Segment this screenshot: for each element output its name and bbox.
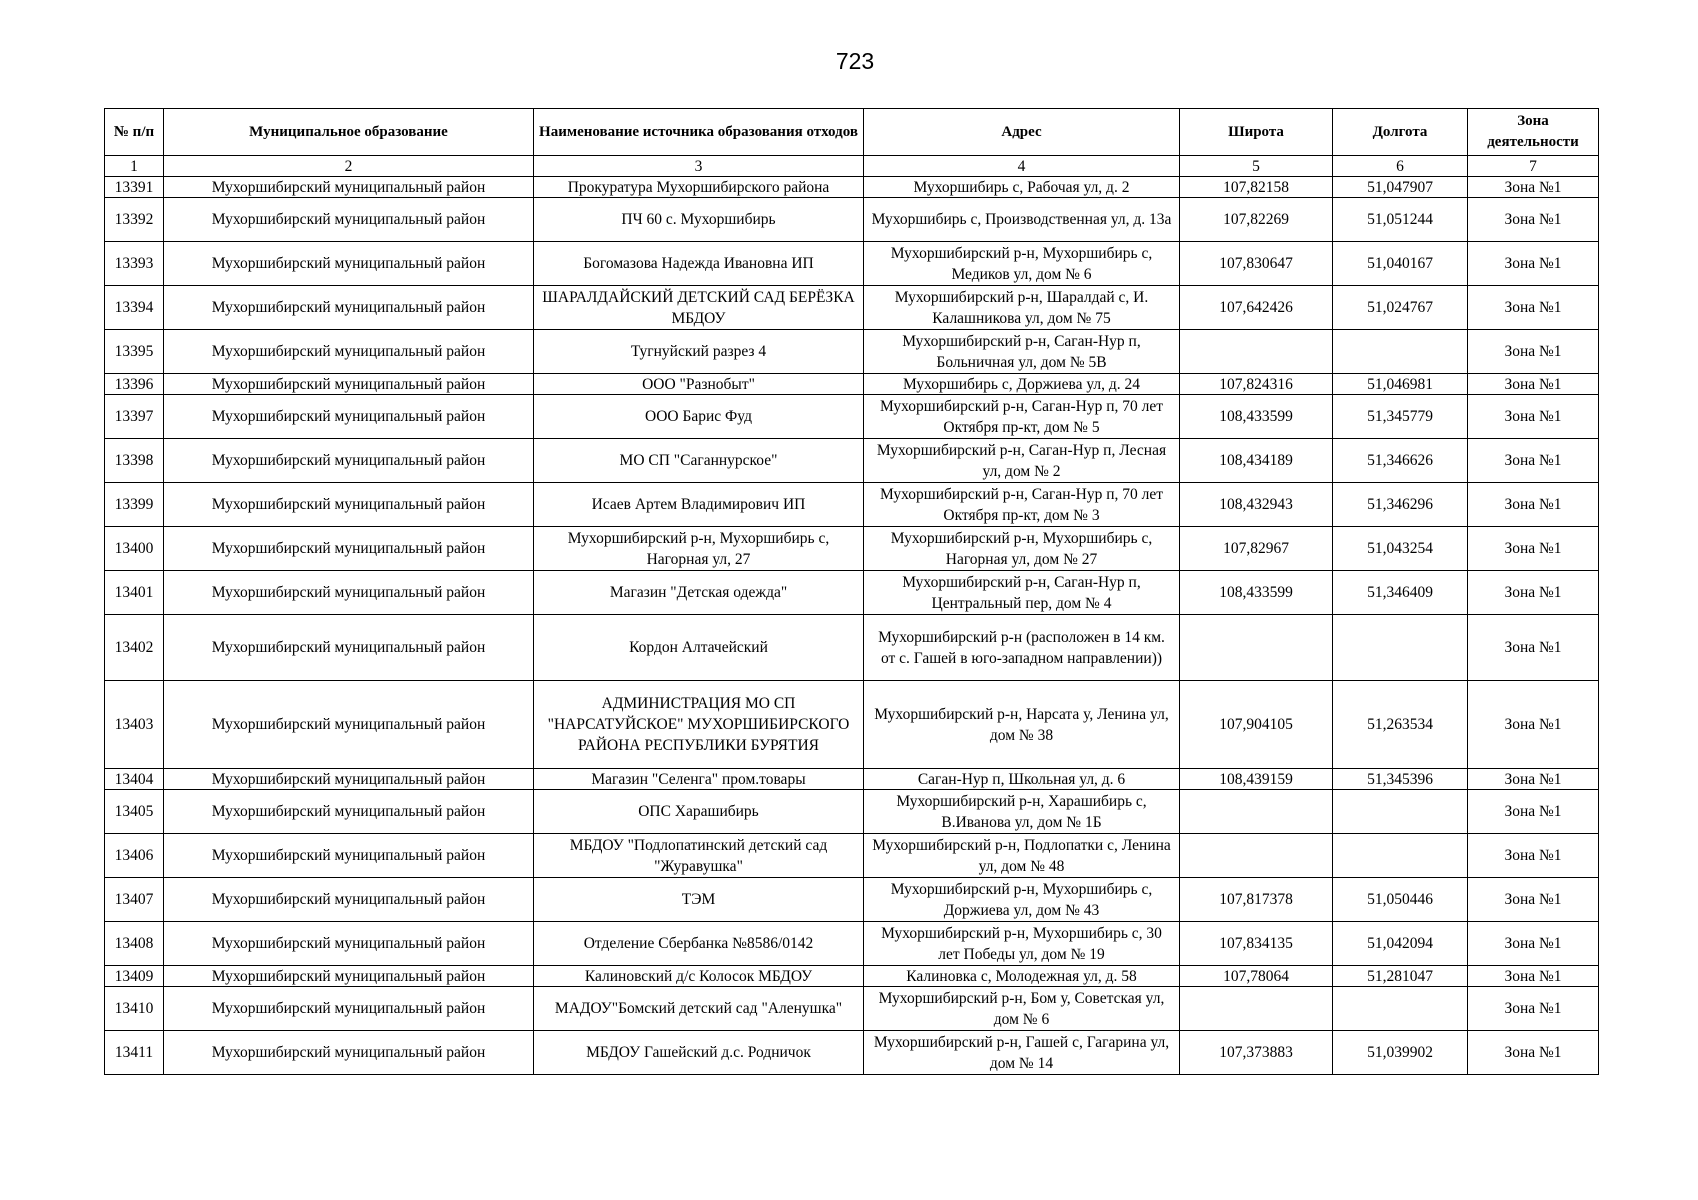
source-cell: Калиновский д/с Колосок МБДОУ xyxy=(534,966,864,987)
row-number: 13394 xyxy=(105,286,164,330)
source-cell: Магазин "Детская одежда" xyxy=(534,571,864,615)
column-number: 7 xyxy=(1468,156,1599,177)
table-row xyxy=(105,615,1599,681)
longitude-cell: 51,040167 xyxy=(1333,242,1468,286)
source-cell: Кордон Алтачейский xyxy=(534,615,864,681)
address-cell: Мухоршибирский р-н, Саган-Нур п, Центральный пер, дом № 4 xyxy=(864,571,1180,615)
table-row xyxy=(105,177,1599,198)
column-number: 2 xyxy=(164,156,534,177)
zone-cell: Зона №1 xyxy=(1468,987,1599,1031)
table-row xyxy=(105,987,1599,1031)
latitude-cell: 107,642426 xyxy=(1180,286,1333,330)
latitude-cell xyxy=(1180,615,1333,681)
zone-cell: Зона №1 xyxy=(1468,527,1599,571)
longitude-cell xyxy=(1333,615,1468,681)
row-number: 13408 xyxy=(105,922,164,966)
latitude-cell xyxy=(1180,330,1333,374)
longitude-cell: 51,039902 xyxy=(1333,1031,1468,1075)
row-number: 13407 xyxy=(105,878,164,922)
source-cell: МАДОУ"Бомский детский сад "Аленушка" xyxy=(534,987,864,1031)
latitude-cell: 107,830647 xyxy=(1180,242,1333,286)
table-row xyxy=(105,1031,1599,1075)
longitude-cell xyxy=(1333,330,1468,374)
address-cell: Мухоршибирский р-н, Гашей с, Гагарина ул, дом № 14 xyxy=(864,1031,1180,1075)
table-row xyxy=(105,834,1599,878)
zone-cell: Зона №1 xyxy=(1468,966,1599,987)
header-cell-num: № п/п xyxy=(105,109,164,156)
table-row xyxy=(105,395,1599,439)
latitude-cell: 107,904105 xyxy=(1180,681,1333,769)
zone-cell: Зона №1 xyxy=(1468,439,1599,483)
latitude-cell: 107,824316 xyxy=(1180,374,1333,395)
source-cell: ООО Барис Фуд xyxy=(534,395,864,439)
address-cell: Мухоршибирский р-н, Мухоршибирь с, Медиков ул, дом № 6 xyxy=(864,242,1180,286)
table-row xyxy=(105,790,1599,834)
latitude-cell: 107,82269 xyxy=(1180,198,1333,242)
zone-cell: Зона №1 xyxy=(1468,878,1599,922)
longitude-cell: 51,281047 xyxy=(1333,966,1468,987)
zone-cell: Зона №1 xyxy=(1468,681,1599,769)
zone-cell: Зона №1 xyxy=(1468,769,1599,790)
zone-cell: Зона №1 xyxy=(1468,374,1599,395)
header-cell-source: Наименование источника образования отходов xyxy=(534,109,864,156)
source-cell: ШАРАЛДАЙСКИЙ ДЕТСКИЙ САД БЕРЁЗКА МБДОУ xyxy=(534,286,864,330)
source-cell: ТЭМ xyxy=(534,878,864,922)
zone-cell: Зона №1 xyxy=(1468,790,1599,834)
latitude-cell: 108,439159 xyxy=(1180,769,1333,790)
table-row xyxy=(105,527,1599,571)
row-number: 13404 xyxy=(105,769,164,790)
row-number: 13395 xyxy=(105,330,164,374)
longitude-cell: 51,346296 xyxy=(1333,483,1468,527)
table-row xyxy=(105,242,1599,286)
longitude-cell: 51,346409 xyxy=(1333,571,1468,615)
municipality-cell: Мухоршибирский муниципальный район xyxy=(164,242,534,286)
header-row xyxy=(105,109,1599,156)
longitude-cell xyxy=(1333,790,1468,834)
header-cell-zone: Зона деятельности xyxy=(1468,109,1599,156)
municipality-cell: Мухоршибирский муниципальный район xyxy=(164,834,534,878)
source-cell: МБДОУ "Подлопатинский детский сад "Журавушка" xyxy=(534,834,864,878)
municipality-cell: Мухоршибирский муниципальный район xyxy=(164,286,534,330)
municipality-cell: Мухоршибирский муниципальный район xyxy=(164,198,534,242)
table-row xyxy=(105,286,1599,330)
table-row xyxy=(105,878,1599,922)
longitude-cell: 51,051244 xyxy=(1333,198,1468,242)
address-cell: Саган-Нур п, Школьная ул, д. 6 xyxy=(864,769,1180,790)
source-cell: Мухоршибирский р-н, Мухоршибирь с, Нагорная ул, 27 xyxy=(534,527,864,571)
municipality-cell: Мухоршибирский муниципальный район xyxy=(164,790,534,834)
municipality-cell: Мухоршибирский муниципальный район xyxy=(164,987,534,1031)
source-cell: МО СП "Саганнурское" xyxy=(534,439,864,483)
zone-cell: Зона №1 xyxy=(1468,242,1599,286)
row-number: 13399 xyxy=(105,483,164,527)
address-cell: Мухоршибирский р-н, Бом у, Советская ул, дом № 6 xyxy=(864,987,1180,1031)
table-row xyxy=(105,769,1599,790)
address-cell: Мухоршибирский р-н, Саган-Нур п, 70 лет Октября пр-кт, дом № 5 xyxy=(864,395,1180,439)
longitude-cell: 51,024767 xyxy=(1333,286,1468,330)
zone-cell: Зона №1 xyxy=(1468,330,1599,374)
header-cell-longitude: Долгота xyxy=(1333,109,1468,156)
address-cell: Мухоршибирский р-н, Шаралдай с, И. Калашникова ул, дом № 75 xyxy=(864,286,1180,330)
municipality-cell: Мухоршибирский муниципальный район xyxy=(164,571,534,615)
address-cell: Мухоршибирский р-н, Саган-Нур п, Больничная ул, дом № 5В xyxy=(864,330,1180,374)
address-cell: Мухоршибирский р-н, Саган-Нур п, 70 лет Октября пр-кт, дом № 3 xyxy=(864,483,1180,527)
waste-sources-table xyxy=(104,108,1599,1075)
row-number: 13410 xyxy=(105,987,164,1031)
zone-cell: Зона №1 xyxy=(1468,198,1599,242)
row-number: 13401 xyxy=(105,571,164,615)
longitude-cell: 51,050446 xyxy=(1333,878,1468,922)
table-row xyxy=(105,483,1599,527)
municipality-cell: Мухоршибирский муниципальный район xyxy=(164,966,534,987)
column-number: 6 xyxy=(1333,156,1468,177)
latitude-cell: 107,78064 xyxy=(1180,966,1333,987)
municipality-cell: Мухоршибирский муниципальный район xyxy=(164,681,534,769)
table-row xyxy=(105,966,1599,987)
source-cell: Отделение Сбербанка №8586/0142 xyxy=(534,922,864,966)
zone-cell: Зона №1 xyxy=(1468,571,1599,615)
source-cell: Тугнуйский разрез 4 xyxy=(534,330,864,374)
row-number: 13402 xyxy=(105,615,164,681)
longitude-cell: 51,047907 xyxy=(1333,177,1468,198)
address-cell: Мухоршибирский р-н, Нарсата у, Ленина ул, дом № 38 xyxy=(864,681,1180,769)
zone-cell: Зона №1 xyxy=(1468,177,1599,198)
latitude-cell xyxy=(1180,790,1333,834)
address-cell: Мухоршибирский р-н, Мухоршибирь с, Доржиева ул, дом № 43 xyxy=(864,878,1180,922)
source-cell: АДМИНИСТРАЦИЯ МО СП "НАРСАТУЙСКОЕ" МУХОРШИБИРСКОГО РАЙОНА РЕСПУБЛИКИ БУРЯТИЯ xyxy=(534,681,864,769)
latitude-cell: 107,82158 xyxy=(1180,177,1333,198)
column-number: 1 xyxy=(105,156,164,177)
row-number: 13396 xyxy=(105,374,164,395)
column-number: 4 xyxy=(864,156,1180,177)
latitude-cell: 107,82967 xyxy=(1180,527,1333,571)
address-cell: Мухоршибирь с, Рабочая ул, д. 2 xyxy=(864,177,1180,198)
zone-cell: Зона №1 xyxy=(1468,286,1599,330)
longitude-cell xyxy=(1333,834,1468,878)
municipality-cell: Мухоршибирский муниципальный район xyxy=(164,395,534,439)
row-number: 13405 xyxy=(105,790,164,834)
latitude-cell: 108,433599 xyxy=(1180,395,1333,439)
row-number: 13392 xyxy=(105,198,164,242)
row-number: 13391 xyxy=(105,177,164,198)
longitude-cell: 51,345396 xyxy=(1333,769,1468,790)
table-row xyxy=(105,374,1599,395)
longitude-cell: 51,046981 xyxy=(1333,374,1468,395)
latitude-cell: 107,834135 xyxy=(1180,922,1333,966)
longitude-cell: 51,042094 xyxy=(1333,922,1468,966)
address-cell: Мухоршибирский р-н, Харашибирь с, В.Иванова ул, дом № 1Б xyxy=(864,790,1180,834)
source-cell: Магазин "Селенга" пром.товары xyxy=(534,769,864,790)
municipality-cell: Мухоршибирский муниципальный район xyxy=(164,374,534,395)
zone-cell: Зона №1 xyxy=(1468,1031,1599,1075)
longitude-cell: 51,346626 xyxy=(1333,439,1468,483)
municipality-cell: Мухоршибирский муниципальный район xyxy=(164,878,534,922)
row-number: 13398 xyxy=(105,439,164,483)
latitude-cell xyxy=(1180,834,1333,878)
municipality-cell: Мухоршибирский муниципальный район xyxy=(164,483,534,527)
address-cell: Мухоршибирский р-н, Саган-Нур п, Лесная ул, дом № 2 xyxy=(864,439,1180,483)
table-row xyxy=(105,681,1599,769)
municipality-cell: Мухоршибирский муниципальный район xyxy=(164,769,534,790)
source-cell: Богомазова Надежда Ивановна ИП xyxy=(534,242,864,286)
municipality-cell: Мухоршибирский муниципальный район xyxy=(164,1031,534,1075)
table-row xyxy=(105,571,1599,615)
latitude-cell: 107,817378 xyxy=(1180,878,1333,922)
zone-cell: Зона №1 xyxy=(1468,615,1599,681)
address-cell: Мухоршибирский р-н, Подлопатки с, Ленина ул, дом № 48 xyxy=(864,834,1180,878)
source-cell: Исаев Артем Владимирович ИП xyxy=(534,483,864,527)
municipality-cell: Мухоршибирский муниципальный район xyxy=(164,527,534,571)
table-row xyxy=(105,439,1599,483)
column-number: 5 xyxy=(1180,156,1333,177)
municipality-cell: Мухоршибирский муниципальный район xyxy=(164,615,534,681)
address-cell: Мухоршибирь с, Производственная ул, д. 13а xyxy=(864,198,1180,242)
header-cell-municipality: Муниципальное образование xyxy=(164,109,534,156)
zone-cell: Зона №1 xyxy=(1468,834,1599,878)
longitude-cell: 51,043254 xyxy=(1333,527,1468,571)
address-cell: Мухоршибирский р-н, Мухоршибирь с, 30 лет Победы ул, дом № 19 xyxy=(864,922,1180,966)
longitude-cell xyxy=(1333,987,1468,1031)
latitude-cell: 108,433599 xyxy=(1180,571,1333,615)
row-number: 13393 xyxy=(105,242,164,286)
latitude-cell: 107,373883 xyxy=(1180,1031,1333,1075)
zone-cell: Зона №1 xyxy=(1468,483,1599,527)
header-cell-address: Адрес xyxy=(864,109,1180,156)
municipality-cell: Мухоршибирский муниципальный район xyxy=(164,922,534,966)
longitude-cell: 51,345779 xyxy=(1333,395,1468,439)
row-number: 13400 xyxy=(105,527,164,571)
latitude-cell: 108,434189 xyxy=(1180,439,1333,483)
municipality-cell: Мухоршибирский муниципальный район xyxy=(164,439,534,483)
column-number: 3 xyxy=(534,156,864,177)
page-number: 723 xyxy=(835,48,875,74)
header-cell-latitude: Широта xyxy=(1180,109,1333,156)
latitude-cell xyxy=(1180,987,1333,1031)
municipality-cell: Мухоршибирский муниципальный район xyxy=(164,177,534,198)
row-number: 13406 xyxy=(105,834,164,878)
row-number: 13411 xyxy=(105,1031,164,1075)
address-cell: Мухоршибирский р-н, Мухоршибирь с, Нагорная ул, дом № 27 xyxy=(864,527,1180,571)
table-row xyxy=(105,198,1599,242)
row-number: 13409 xyxy=(105,966,164,987)
zone-cell: Зона №1 xyxy=(1468,395,1599,439)
table-row xyxy=(105,330,1599,374)
address-cell: Калиновка с, Молодежная ул, д. 58 xyxy=(864,966,1180,987)
municipality-cell: Мухоршибирский муниципальный район xyxy=(164,330,534,374)
address-cell: Мухоршибирь с, Доржиева ул, д. 24 xyxy=(864,374,1180,395)
table-row xyxy=(105,922,1599,966)
row-number: 13403 xyxy=(105,681,164,769)
address-cell: Мухоршибирский р-н (расположен в 14 км. от с. Гашей в юго-западном направлении)) xyxy=(864,615,1180,681)
source-cell: Прокуратура Мухоршибирского района xyxy=(534,177,864,198)
latitude-cell: 108,432943 xyxy=(1180,483,1333,527)
source-cell: ПЧ 60 с. Мухоршибирь xyxy=(534,198,864,242)
source-cell: ООО "Разнобыт" xyxy=(534,374,864,395)
longitude-cell: 51,263534 xyxy=(1333,681,1468,769)
column-number-row xyxy=(105,156,1599,177)
row-number: 13397 xyxy=(105,395,164,439)
zone-cell: Зона №1 xyxy=(1468,922,1599,966)
source-cell: МБДОУ Гашейский д.с. Родничок xyxy=(534,1031,864,1075)
source-cell: ОПС Харашибирь xyxy=(534,790,864,834)
